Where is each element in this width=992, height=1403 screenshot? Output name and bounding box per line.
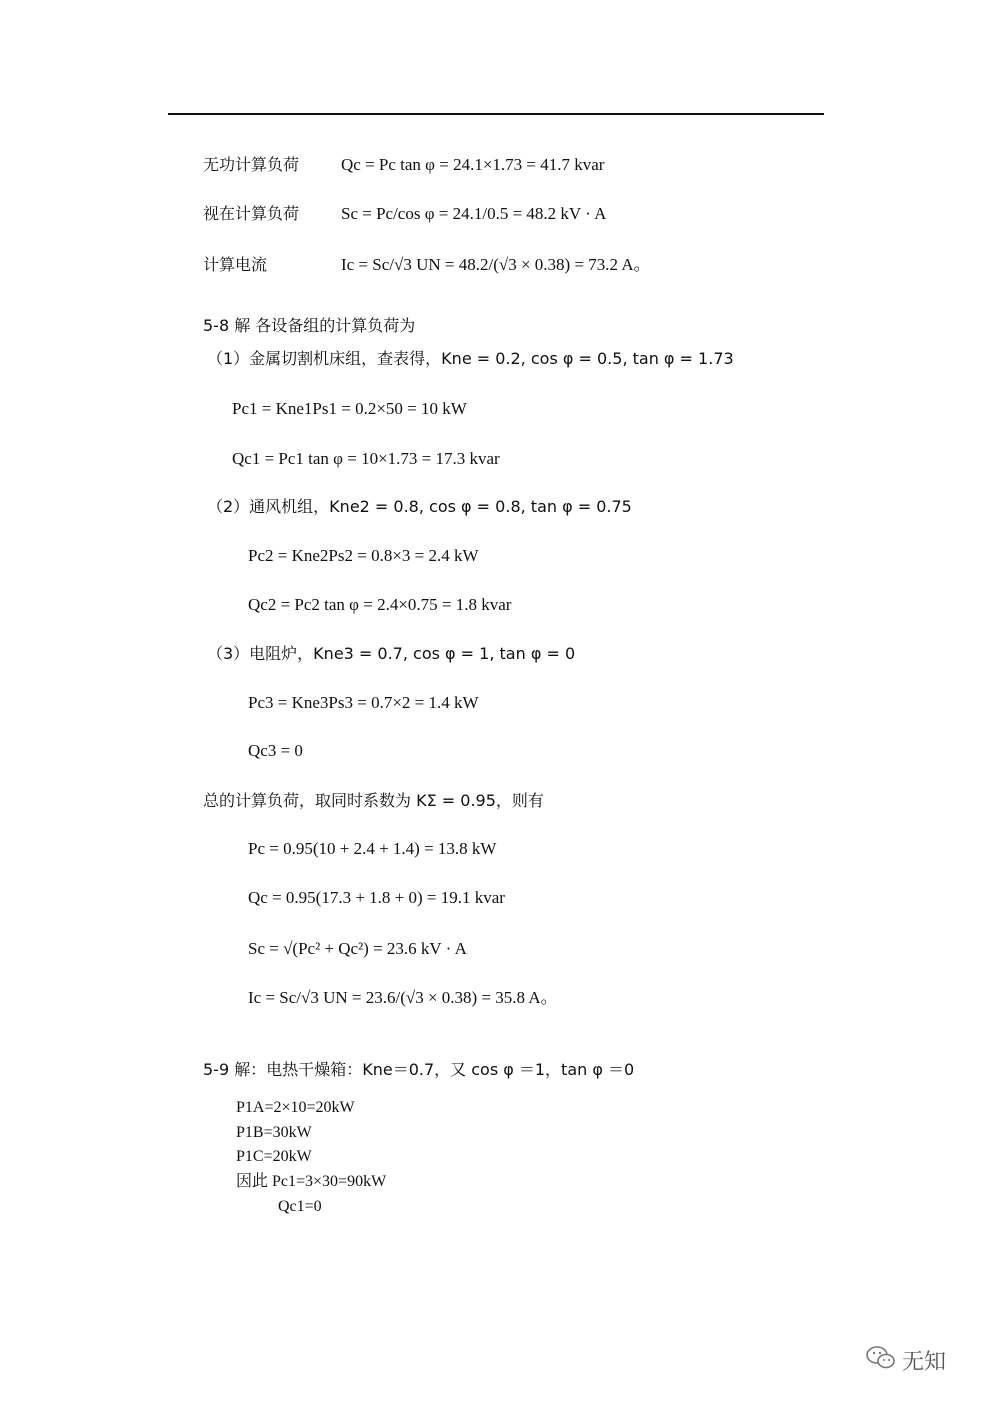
section-5-9-title: 5-9 解：电热干燥箱：Kne＝0.7，又 cos φ ＝1，tan φ ＝0 [203, 1060, 635, 1079]
eq-qc-total: Qc = 0.95(17.3 + 1.8 + 0) = 19.1 kvar [248, 888, 505, 907]
item-3-heading: （3）电阻炉，Kne3 = 0.7, cos φ = 1, tan φ = 0 [207, 644, 576, 663]
eq-qc1: Qc1 = Pc1 tan φ = 10×1.73 = 17.3 kvar [232, 449, 500, 468]
eq-pc2: Pc2 = Kne2Ps2 = 0.8×3 = 2.4 kW [248, 546, 479, 565]
eq-sc-total: Sc = √(Pc² + Qc²) = 23.6 kV · A [248, 939, 467, 958]
item-1-heading: （1）金属切割机床组，查表得，Kne = 0.2, cos φ = 0.5, tan φ = 1.73 [207, 349, 734, 368]
eq-apparent-load [203, 203, 606, 225]
item-2-heading: （2）通风机组，Kne2 = 0.8, cos φ = 0.8, tan φ = 0.75 [207, 497, 632, 516]
eq-qc3: Qc3 = 0 [248, 741, 303, 760]
eq-qc2: Qc2 = Pc2 tan φ = 2.4×0.75 = 1.8 kvar [248, 595, 512, 614]
eq-label: 计算电流 [203, 255, 268, 274]
eq-pc3: Pc3 = Kne3Ps3 = 0.7×2 = 1.4 kW [248, 693, 479, 712]
therefore-pc1-line: 因此 Pc1=3×30=90kW [236, 1173, 387, 1190]
p1c-line: P1C=20kW [236, 1148, 312, 1165]
eq-text: Ic = Sc/√3 UN = 48.2/(√3 × 0.38) = 73.2 A。 [341, 255, 651, 274]
header-rule [168, 113, 824, 115]
watermark-text: 无知 [902, 1349, 947, 1375]
p1b-line: P1B=30kW [236, 1124, 312, 1141]
eq-reactive-load [203, 154, 604, 176]
eq-pc1: Pc1 = Kne1Ps1 = 0.2×50 = 10 kW [232, 399, 467, 418]
eq-current [203, 254, 651, 276]
eq-text: Qc = Pc tan φ = 24.1×1.73 = 41.7 kvar [341, 155, 605, 174]
qc1-line: Qc1=0 [278, 1198, 322, 1215]
p1a-line: P1A=2×10=20kW [236, 1099, 355, 1116]
eq-text: Sc = Pc/cos φ = 24.1/0.5 = 48.2 kV · A [341, 204, 607, 223]
total-load-heading: 总的计算负荷，取同时系数为 KΣ = 0.95，则有 [203, 791, 544, 810]
section-5-8-title: 5-8 解 各设备组的计算负荷为 [203, 316, 416, 335]
watermark [866, 1345, 962, 1375]
eq-label: 无功计算负荷 [203, 155, 300, 174]
eq-pc-total: Pc = 0.95(10 + 2.4 + 1.4) = 13.8 kW [248, 839, 497, 858]
eq-ic-total: Ic = Sc/√3 UN = 23.6/(√3 × 0.38) = 35.8 A。 [248, 988, 558, 1007]
wechat-icon [866, 1345, 896, 1375]
eq-label: 视在计算负荷 [203, 204, 300, 223]
